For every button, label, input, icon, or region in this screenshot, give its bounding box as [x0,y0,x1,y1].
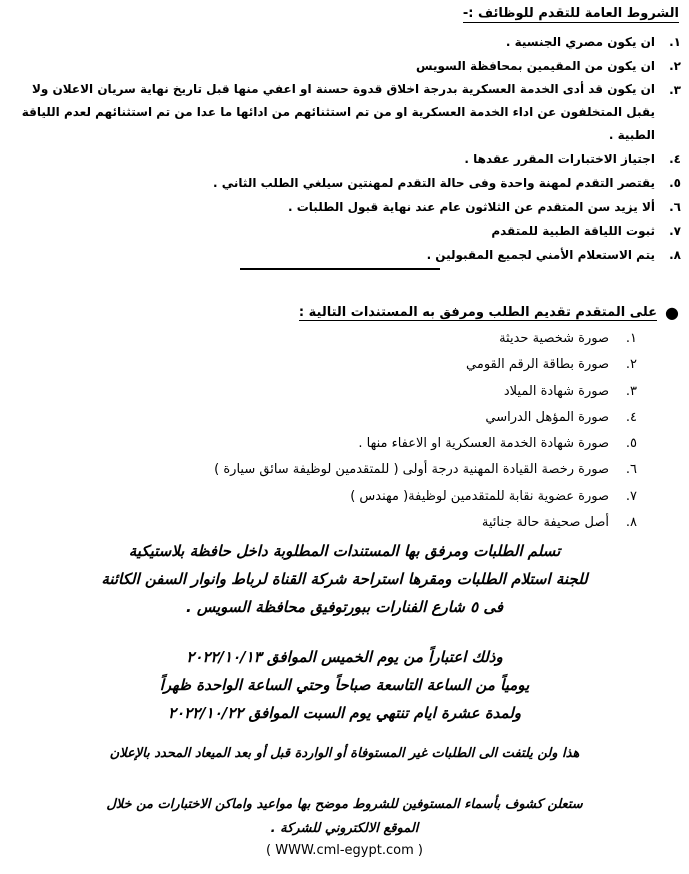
announcement-line: الموقع الالكتروني للشركة . [270,821,419,836]
submission-line: تسلم الطلبات ومرفق بها المستندات المطلوبة داخل حافظة بلاستيكية [128,542,561,560]
item-number: ٣. [625,383,637,399]
item-number: ٧. [625,488,637,504]
item-number: ٣. [669,83,681,97]
item-text: ان يكون مصري الجنسية . [505,35,655,49]
notice-paragraph [0,744,689,764]
item-text: صورة شهادة الميلاد [503,383,609,399]
list-item [37,484,637,510]
item-text: صورة بطاقة الرقم القومي [466,357,609,373]
item-number: ١. [625,331,637,346]
item-number: ٨. [625,515,637,531]
item-number: ٤. [669,152,681,166]
website-link[interactable]: ( WWW.cml-egypt.com ) [266,843,423,858]
list-item [37,379,637,405]
item-text: صورة عضوية نقابة للمتقدمين لوظيفة( مهندس ) [350,488,609,504]
list-item [11,171,681,195]
schedule-paragraph [0,643,689,727]
list-item [11,54,681,78]
item-text: ثبوت اللياقة الطبية للمتقدم [491,224,655,238]
schedule-line: يومياً من الساعة التاسعة صباحاً وحتي الساعة الواحدة ظهراً [159,676,530,694]
item-text: صورة رخصة القيادة المهنية درجة أولى ( للمتقدمين لوظيفة سائق سيارة ) [214,462,609,478]
item-number: ١. [669,35,681,49]
schedule-line: ولمدة عشرة ايام تنتهي يوم السبت الموافق ٢٠٢٢/١٠/٢٢ [167,704,522,722]
list-item [11,195,681,219]
documents-list [37,326,637,536]
item-number: ٢. [625,357,637,373]
list-item [37,510,637,536]
item-text: صورة المؤهل الدراسي [485,409,609,425]
list-item [37,405,637,431]
item-number: ٧. [669,224,681,238]
list-item [11,78,681,147]
item-text: يقتصر التقدم لمهنة واحدة وفى حالة التقدم لمهنتين سيلغي الطلب الثاني . [213,176,655,190]
list-item [11,219,681,243]
schedule-line: وذلك اعتباراً من يوم الخميس الموافق ٢٠٢٢/١٠/١٣ [186,648,503,666]
documents-heading [299,303,679,322]
bullet-icon: ● [665,303,679,322]
notice-line: هذا ولن يلتفت الى الطلبات غير المستوفاة أو الواردة قبل أو بعد الميعاد المحدد بالإعلان [109,746,580,761]
documents-heading-text: على المتقدم تقديم الطلب ومرفق به المستندات التالية : [298,304,658,320]
list-item [37,457,637,483]
item-text: صورة شهادة الخدمة العسكرية او الاعفاء منها . [358,436,609,452]
submission-paragraph [0,537,689,621]
announcement-line: ستعلن كشوف بأسماء المستوفين للشروط موضح بها مواعيد واماكن الاختبارات من خلال [106,797,583,812]
item-number: ٥. [625,436,637,452]
list-item [37,326,637,352]
announcement-paragraph [0,793,689,841]
section-divider [240,268,440,270]
item-number: ٦. [669,200,681,214]
list-item [37,352,637,378]
item-text: يتم الاستعلام الأمني لجميع المقبولين . [426,248,655,262]
item-number: ٥. [669,176,681,190]
submission-line: فى ٥ شارع الفنارات ببورتوفيق محافظة السويس . [185,598,504,616]
item-number: ٤. [625,409,637,425]
item-number: ٢. [669,59,681,73]
item-text: صورة شخصية حديثة [499,331,609,346]
list-item [37,431,637,457]
item-text: ان يكون من المقيمين بمحافظة السويس [415,59,655,73]
list-item [11,147,681,171]
item-number: ٦. [625,462,637,478]
list-item [11,30,681,54]
conditions-heading: الشروط العامة للتقدم للوظائف :- [462,6,679,21]
item-text: اجتياز الاختبارات المقرر عقدها . [464,152,655,166]
submission-line: للجنة استلام الطلبات ومقرها استراحة شركة القناة لرباط وانوار السفن الكائنة [101,570,588,588]
item-text: ان يكون قد أدى الخدمة العسكرية بدرجة اخلاق قدوة حسنة او اعفي منها قبل تاريخ نهاية سريان الاعلان ولا يقبل المتخلفون عن اداء الخدمة العسكرية او من تم استثنائهم من ادائها ما عدا من تم استثنائهم لعدم اللياقة الطبية . [21,82,655,142]
conditions-list [11,30,681,267]
item-text: أصل صحيفة حالة جنائية [481,515,609,531]
item-text: ألا يزيد سن المتقدم عن الثلاثون عام عند نهاية قبول الطلبات . [288,200,655,214]
item-number: ٨. [669,248,681,262]
list-item [11,243,681,267]
